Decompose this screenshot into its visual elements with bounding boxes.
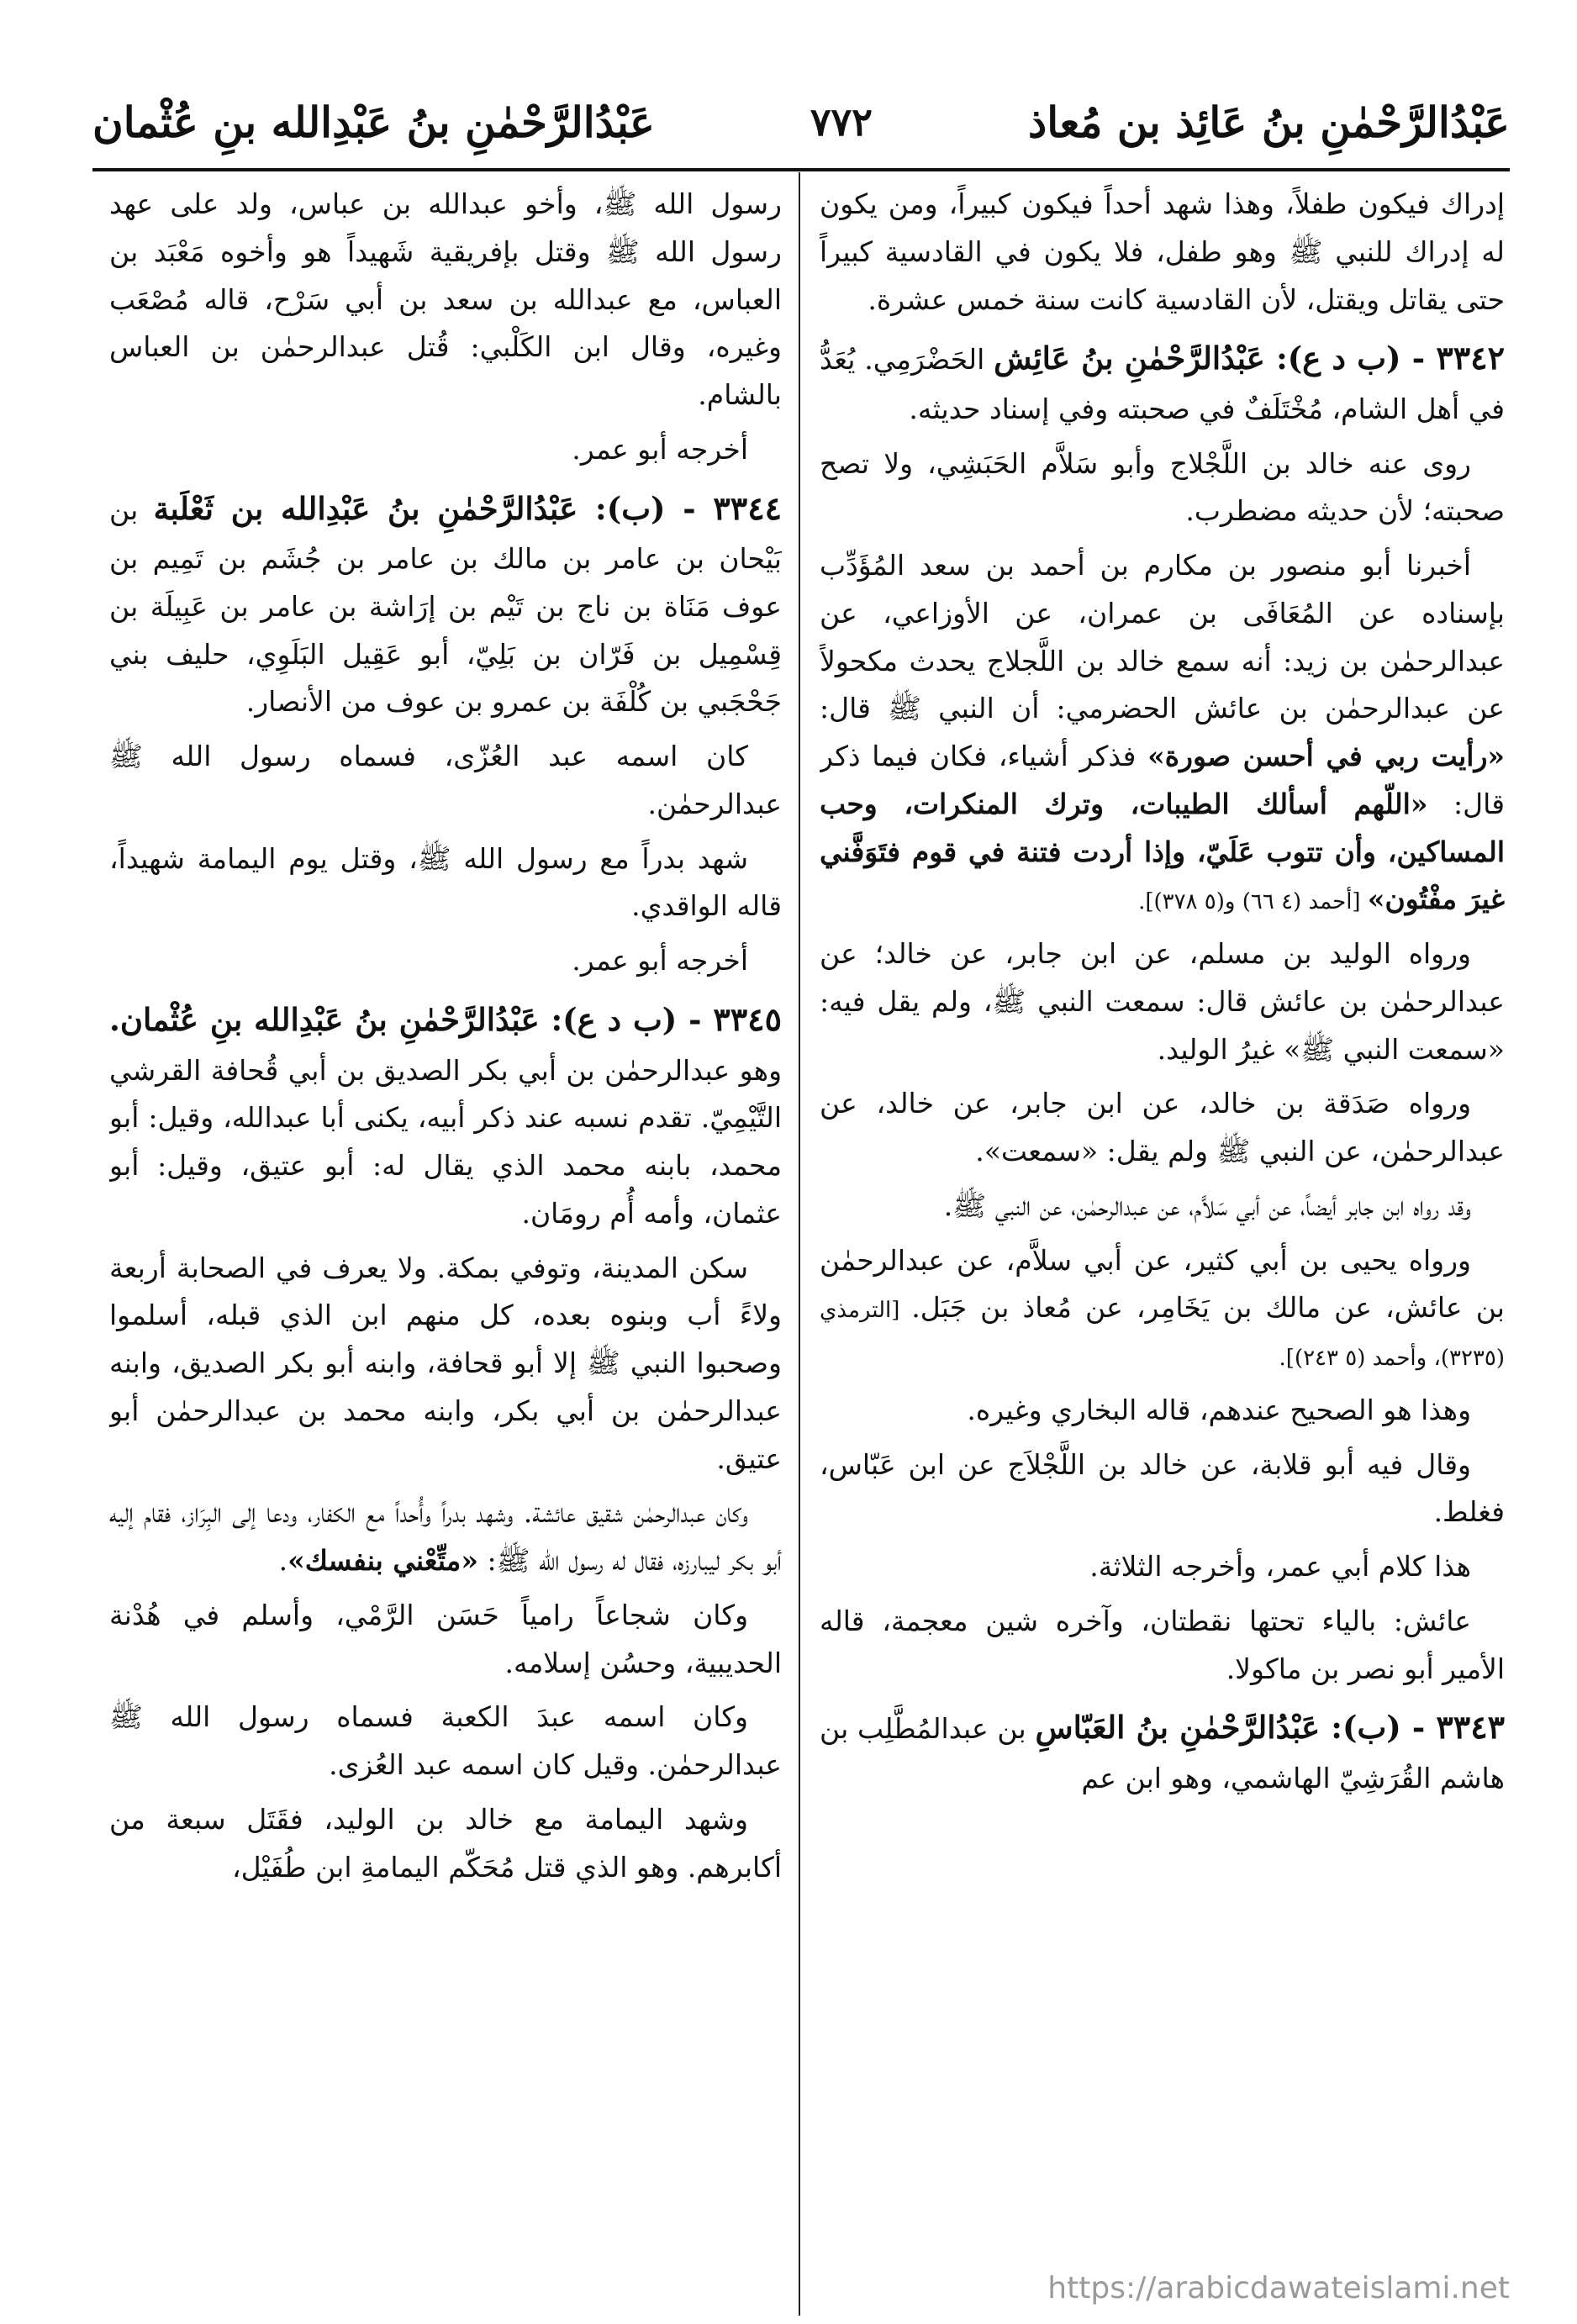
citation: [الترمذي (٣٢٣٥)، وأحمد (٥ ٢٤٣)]. [820, 1298, 1505, 1372]
paragraph: سكن المدينة، وتوفي بمكة. ولا يعرف في الصحابة أربعة ولاءً أب وبنوه بعده، كل منهم ابن الذي قبله، أسلموا وصحبوا النبي ﷺ إلا أبو قحافة، وابنه أبو بكر الصديق، وابنه عبدالرحمٰن بن أبي بكر، وابنه محمد بن عبدالرحمٰن أبو عتيق. [109, 1251, 782, 1475]
citation: [أحمد (٤ ٦٦) و(٥ ٣٧٨)]. [1138, 889, 1368, 915]
entry-body: بن بَيْحان بن عامر بن مالك بن عامر بن جُشَم بن تَمِيم بن عوف مَنَاة بن ناج بن تَيْم بن إرَاشة بن عامر بن عَبِيلَة بن قِسْمِيل بن فَرّان بن بَلِيّ، أبو عَقِيل البَلَوِي، حليف بني جَحْجَبي بن كُلْفَة بن عمرو بن عوف من الأنصار. [109, 493, 782, 719]
header-left-title: عَبْدُالرَّحْمٰنِ بنُ عَبْدِالله بنِ عُثْمان [92, 97, 655, 147]
page-header [92, 80, 1510, 164]
text: . [278, 1544, 288, 1577]
entry-body: وهو عبدالرحمٰن بن أبي بكر الصديق بن أبي قُحافة القرشي التَّيْمِيّ. تقدم نسبه عند ذكر أبيه، يكنى أبا عبدالله، وقيل: أبو محمد، بابنه محمد الذي يقال له: أبو عتيق، وقيل: أبو عثمان، وأمه أُم رومَان. [109, 1053, 782, 1230]
entry-heading: - (ب د ع): عَبْدُالرَّحْمٰنِ بنُ عَبْدِالله بنِ عُثْمان. [109, 1000, 714, 1038]
paragraph: هذا كلام أبي عمر، وأخرجه الثلاثة. [1089, 1550, 1471, 1584]
text: فذكر أشياء، فكان فيما ذكر قال: [820, 740, 1505, 820]
text: أخبرنا أبو منصور بن مكارم بن أحمد بن سعد المُؤَدِّب بإسناده عن المُعَافَى بن عمران، عن الأوزاعي، عن عبدالرحمٰن بن زيد: أنه سمع خالد بن اللَّجلاج يحدث مكحولاً عن عبدالرحمٰن بن عائش الحضرمي: أن النبي ﷺ قال: [820, 549, 1505, 725]
paragraph: رسول الله ﷺ، وأخو عبدالله بن عباس، ولد على عهد رسول الله ﷺ وقتل بإفريقية شَهيداً هو وأخوه مَعْبَد بن العباس، مع عبدالله بن سعد بن أبي سَرْح، قاله مُصْعَب وغيره، وقال ابن الكَلْبي: قُتل عبدالرحمٰن بن العباس بالشام. [109, 187, 782, 411]
entry-body: الحَضْرَمِي. يُعَدُّ في أهل الشام، مُخْتَلَفٌ في صحبته وفي إسناد حديثه. [820, 343, 1505, 425]
entry-heading: - (ب): عَبْدُالرَّحْمٰنِ بنُ عَبْدِالله بن [230, 489, 714, 527]
entry-heading: - (ب د ع): عَبْدُالرَّحْمٰنِ بنُ عَائِش [994, 340, 1437, 377]
column-divider [799, 172, 800, 2316]
entry-heading: - (ب): عَبْدُالرَّحْمٰنِ بنُ العَبّاسِ [1035, 1709, 1437, 1747]
paragraph: وكان شجاعاً رامياً حَسَن الرَّمْي، وأسلم في هُدْنة الحديبية، وحسُن إسلامه. [109, 1598, 782, 1679]
paragraph: ورواه صَدَقة بن خالد، عن ابن جابر، عن خالد، عن عبدالرحمٰن، عن النبي ﷺ ولم يقل: «سمعت». [820, 1087, 1505, 1168]
entry-number: ٣٣٤٢ [1436, 339, 1505, 377]
entry-number: ٣٣٤٥ [713, 999, 782, 1038]
paragraph [820, 1237, 1505, 1380]
paragraph [109, 1489, 782, 1585]
entry-body: بن عبدالمُطَّلِب بن هاشم القُرَشِيّ الهاشمي، وهو ابن عم [820, 1712, 1505, 1794]
hadith-quote: «اللّهم أسألك الطيبات، وترك المنكرات، وحب المساكين، وأن تتوب عَلَيّ، وإذا أردت فتنة في قوم فتَوَفَّني غيرَ مفْتُون» [820, 787, 1505, 916]
paragraph: عائش: بالياء تحتها نقطتان، وآخره شين معجمة، قاله الأمير أبو نصر بن ماكولا. [820, 1604, 1505, 1685]
right-column [820, 181, 1505, 2299]
entry-3343 [820, 1700, 1505, 1802]
left-column [109, 181, 782, 2299]
paragraph: كان اسمه عبد العُزّى، فسماه رسول الله ﷺ عبدالرحمٰن. [109, 740, 782, 820]
paragraph: وشهد اليمامة مع خالد بن الوليد، فقَتَل سبعة من أكابرهم. وهو الذي قتل مُحَكّم اليمامةِ ابن طُفَيْل، [109, 1802, 782, 1884]
paragraph: شهد بدراً مع رسول الله ﷺ، وقتل يوم اليمامة شهيداً، قاله الواقدي. [109, 841, 782, 923]
page-number: ٧٧٢ [810, 99, 873, 145]
paragraph [820, 542, 1505, 924]
entry-heading-cont: ثَعْلَبة [153, 489, 231, 527]
paragraph: إدراك فيكون طفلاً، وهذا شهد أحداً فيكون كبيراً، ومن يكون له إدراك للنبي ﷺ وهو طفل، فلا يكون في القادسية كبيراً حتى يقاتل ويقتل، لأن القادسية كانت سنة خمس عشرة. [820, 187, 1505, 316]
paragraph: أخرجه أبو عمر. [572, 944, 748, 978]
paragraph: أخرجه أبو عمر. [572, 432, 748, 466]
paragraph: وكان اسمه عبدَ الكعبة فسماه رسول الله ﷺ عبدالرحمٰن. وقيل كان اسمه عبد العُزى. [109, 1700, 782, 1781]
text: ورواه يحيى بن أبي كثير، عن أبي سلاَّم، عن عبدالرحمٰن بن عائش، عن مالك بن يَخَامِر، عن مُعاذ بن جَبَل. [820, 1243, 1505, 1325]
entry-3345 [109, 992, 782, 1238]
paragraph: روى عنه خالد بن اللَّجْلاج وأبو سَلاَّم الحَبَشِي، ولا تصح صحبته؛ لأن حديثه مضطرب. [820, 446, 1505, 528]
hadith-quote: «متِّعْني بنفسك» [287, 1544, 478, 1577]
text: وكان عبدالرحمٰن شقيق عائشة. وشهد بدراً وأُحداً مع الكفار، ودعا إلى البِرَاز، فقام إليه أبو بكر ليبارزه، فقال له رسول الله ﷺ: [109, 1496, 782, 1577]
paragraph: وهذا هو الصحيح عندهم، قاله البخاري وغيره. [967, 1393, 1471, 1426]
entry-number: ٣٣٤٣ [1436, 1708, 1505, 1747]
entry-3342 [820, 330, 1505, 433]
entry-3344 [109, 481, 782, 727]
watermark-url: https://arabicdawateislami.net [1047, 2271, 1510, 2306]
paragraph: ورواه الوليد بن مسلم، عن ابن جابر، عن خالد؛ عن عبدالرحمٰن بن عائش قال: سمعت النبي ﷺ، ولم يقل فيه: «سمعت النبي ﷺ» غيرُ الوليد. [820, 937, 1505, 1066]
paragraph: وقال فيه أبو قلابة، عن خالد بن اللَّجْلاَج عن ابن عَبّاس، فغلط. [820, 1447, 1505, 1529]
paragraph: وقد رواه ابن جابر أيضاً، عن أبي سَلاَّم، عن عبدالرحمٰن، عن النبي ﷺ. [943, 1188, 1471, 1222]
header-rule [92, 168, 1510, 171]
header-right-title: عَبْدُالرَّحْمٰنِ بنُ عَائِذ بن مُعاذ [1028, 97, 1510, 147]
entry-number: ٣٣٤٤ [713, 488, 782, 527]
hadith-quote: «رأيت ربي في أحسن صورة» [1147, 740, 1505, 773]
